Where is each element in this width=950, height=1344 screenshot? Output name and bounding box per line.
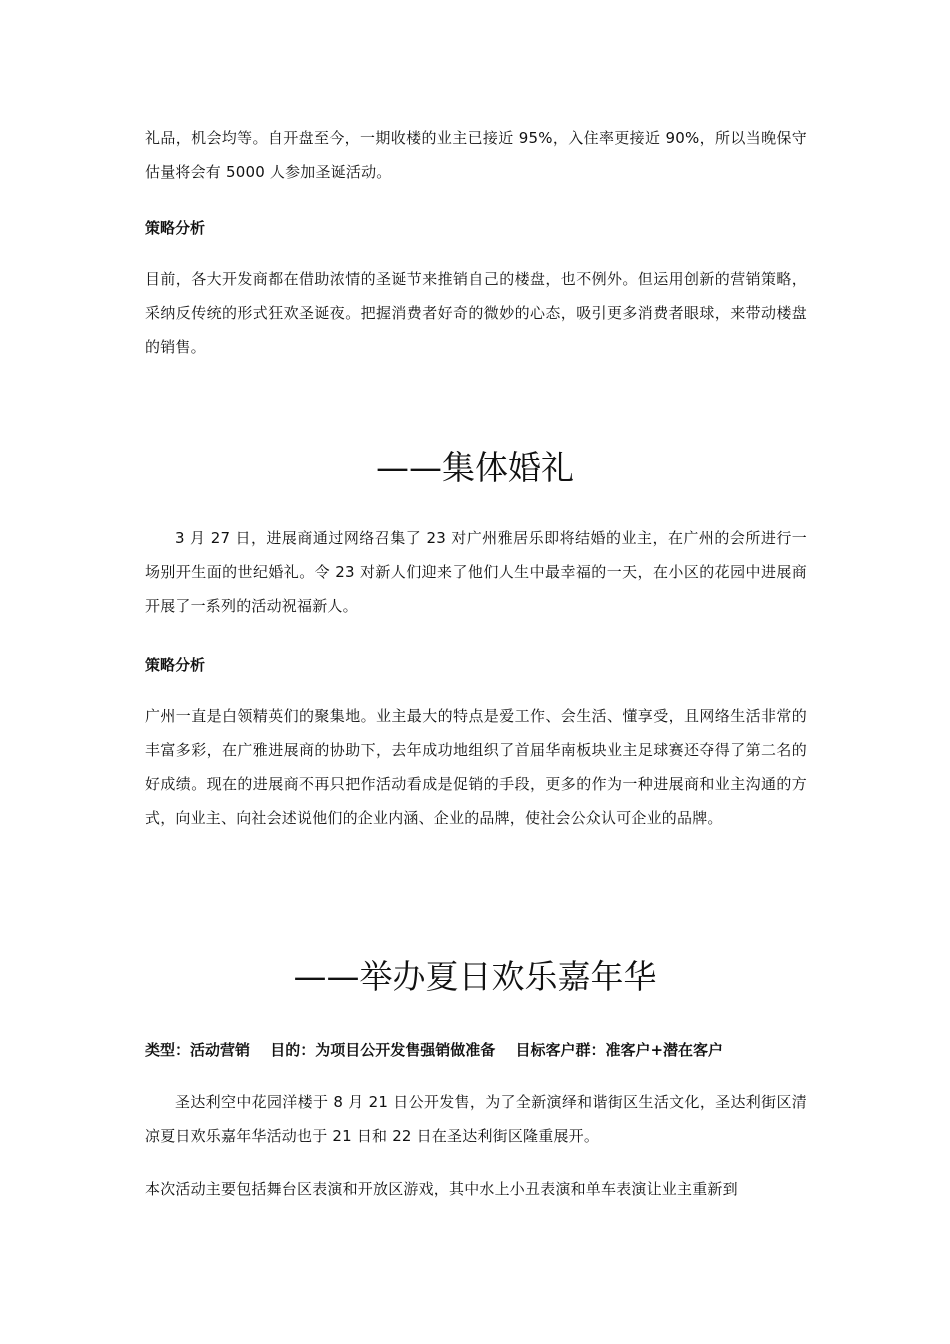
heading-strategy-analysis-2: 策略分析 bbox=[145, 656, 206, 674]
paragraph-strategy-wedding: 广州一直是白领精英们的聚集地。业主最大的特点是爱工作、会生活、懂享受，且网络生活非常的丰富多彩，在广雅进展商的协助下，去年成功地组织了首届华南板块业主足球赛还夺得了第二名的好成绩。现在的进展商不再只把作活动看成是促销的手段，更多的作为一种进展商和业主沟通的方式，向业主、向社会述说他们的企业内涵、企业的品牌，使社会公众认可企业的品牌。 bbox=[145, 707, 807, 827]
paragraph-carnival-intro: 圣达利空中花园洋楼于 8 月 21 日公开发售，为了全新演绎和谐街区生活文化，圣达利街区清凉夏日欢乐嘉年华活动也于 21 日和 22 日在圣达利街区隆重展开。 bbox=[145, 1093, 807, 1145]
paragraph-carnival-activities: 本次活动主要包括舞台区表演和开放区游戏，其中水上小丑表演和单车表演让业主重新到 bbox=[145, 1180, 738, 1198]
campaign-meta-line: 类型：活动营销 目的：为项目公开发售强销做准备 目标客户群：准客户+潜在客户 bbox=[145, 1041, 724, 1059]
paragraph-wedding-intro: 3 月 27 日，进展商通过网络召集了 23 对广州雅居乐即将结婚的业主，在广州的会所进行一场别开生面的世纪婚礼。令 23 对新人们迎来了他们人生中最幸福的一天，在小区的花园中进展商开展了一系列的活动祝福新人。 bbox=[145, 529, 807, 615]
title-group-wedding: ——集体婚礼 bbox=[376, 448, 574, 487]
title-summer-carnival: ——举办夏日欢乐嘉年华 bbox=[293, 957, 657, 996]
heading-strategy-analysis-1: 策略分析 bbox=[145, 219, 206, 237]
paragraph-strategy-christmas: 目前，各大开发商都在借助浓情的圣诞节来推销自己的楼盘，也不例外。但运用创新的营销策略，采纳反传统的形式狂欢圣诞夜。把握消费者好奇的微妙的心态，吸引更多消费者眼球，来带动楼盘的销售。 bbox=[145, 270, 807, 356]
paragraph-christmas-continued: 礼品，机会均等。自开盘至今，一期收楼的业主已接近 95%，入住率更接近 90%，所以当晚保守估量将会有 5000 人参加圣诞活动。 bbox=[145, 129, 807, 181]
